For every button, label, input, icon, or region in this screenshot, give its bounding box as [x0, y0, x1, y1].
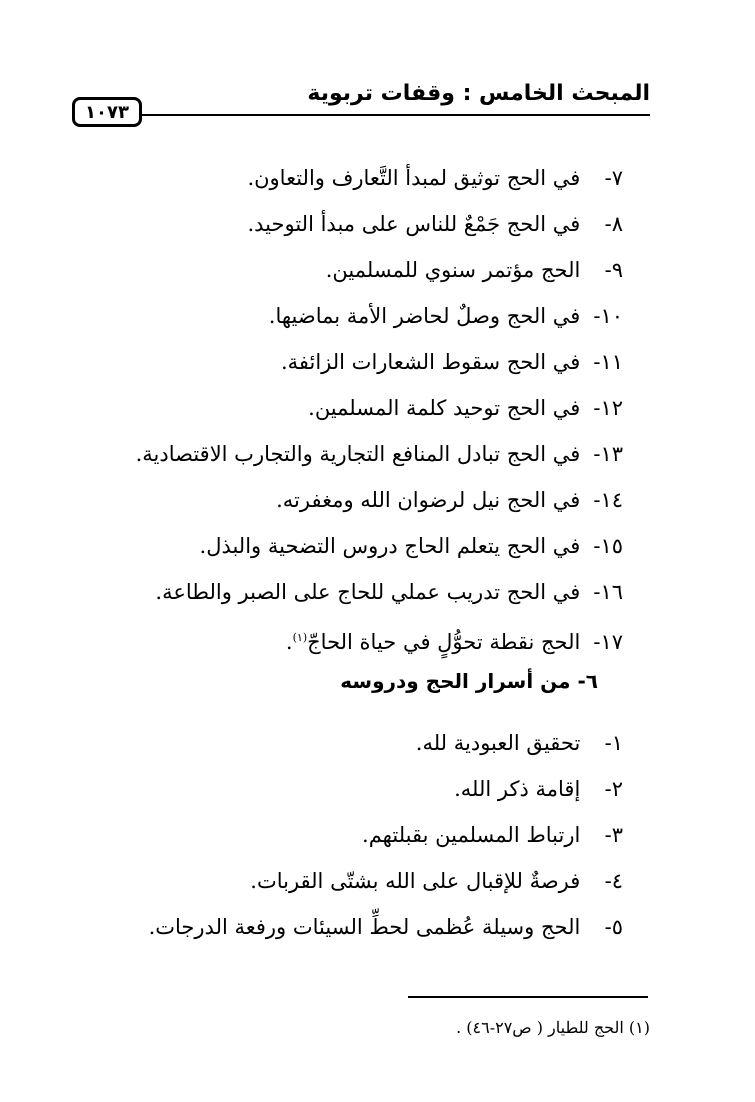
item-tail: .	[285, 630, 293, 654]
list-item	[136, 201, 623, 247]
list-item	[136, 615, 623, 661]
page-number: ١٠٧٣	[72, 97, 142, 127]
item-number: ١٦-	[593, 580, 623, 604]
item-text: الحج وسيلة عُظمى لحطِّ السيئات ورفعة الدرجات.	[148, 915, 581, 939]
list-item	[149, 720, 623, 766]
chapter-title: المبحث الخامس : وقفات تربوية	[307, 81, 650, 106]
item-text: في الحج وصلٌ لحاضر الأمة بماضيها.	[268, 304, 581, 328]
list-item	[136, 431, 623, 477]
footnote: (١) الحج للطيار ( ص٢٧-٤٦) .	[456, 1018, 650, 1037]
item-text: في الحج تبادل المنافع التجارية والتجارب الاقتصادية.	[135, 442, 581, 466]
list-item	[136, 293, 623, 339]
item-number: ١١-	[593, 350, 623, 374]
item-number: ٥-	[604, 915, 623, 939]
list-item	[149, 904, 623, 950]
secrets-list	[149, 720, 623, 950]
item-text: فرصةٌ للإقبال على الله بشتّى القربات.	[250, 869, 581, 893]
header-rule	[142, 114, 650, 116]
item-text: في الحج سقوط الشعارات الزائفة.	[280, 350, 581, 374]
item-text: إقامة ذكر الله.	[454, 777, 581, 801]
list-item	[136, 569, 623, 615]
list-item	[136, 477, 623, 523]
lessons-list	[136, 155, 623, 661]
item-number: ٤-	[604, 869, 623, 893]
item-text: في الحج جَمْعٌ للناس على مبدأ التوحيد.	[247, 212, 581, 236]
item-number: ٧-	[604, 166, 623, 190]
footnote-rule	[408, 996, 648, 998]
list-item	[149, 766, 623, 812]
section-heading: ٦- من أسرار الحج ودروسه	[340, 669, 598, 693]
item-number: ١٤-	[593, 488, 623, 512]
item-number: ٢-	[604, 777, 623, 801]
item-text: تحقيق العبودية لله.	[415, 731, 581, 755]
item-text: في الحج يتعلم الحاج دروس التضحية والبذل.	[199, 534, 581, 558]
list-item	[149, 812, 623, 858]
item-number: ١٠-	[593, 304, 623, 328]
item-number: ١٥-	[593, 534, 623, 558]
item-text: الحج مؤتمر سنوي للمسلمين.	[325, 258, 581, 282]
list-item	[136, 339, 623, 385]
item-text: الحج نقطة تحوُّلٍ في حياة الحاجّ	[307, 630, 581, 654]
list-item	[136, 155, 623, 201]
list-item	[136, 523, 623, 569]
list-item	[136, 247, 623, 293]
list-item	[149, 858, 623, 904]
item-text: في الحج توحيد كلمة المسلمين.	[308, 396, 581, 420]
list-item	[136, 385, 623, 431]
item-number: ١٧-	[593, 630, 623, 654]
page-header	[72, 78, 650, 123]
item-number: ٣-	[604, 823, 623, 847]
item-number: ١٢-	[593, 396, 623, 420]
item-text: في الحج تدريب عملي للحاج على الصبر والطاعة.	[155, 580, 581, 604]
item-number: ٨-	[604, 212, 623, 236]
item-text: في الحج نيل لرضوان الله ومغفرته.	[276, 488, 581, 512]
item-number: ٩-	[604, 258, 623, 282]
item-text: في الحج توثيق لمبدأ التَّعارف والتعاون.	[247, 166, 581, 190]
footnote-marker: (١)	[292, 631, 308, 644]
item-number: ١٣-	[593, 442, 623, 466]
item-text: ارتباط المسلمين بقبلتهم.	[362, 823, 581, 847]
item-number: ١-	[604, 731, 623, 755]
